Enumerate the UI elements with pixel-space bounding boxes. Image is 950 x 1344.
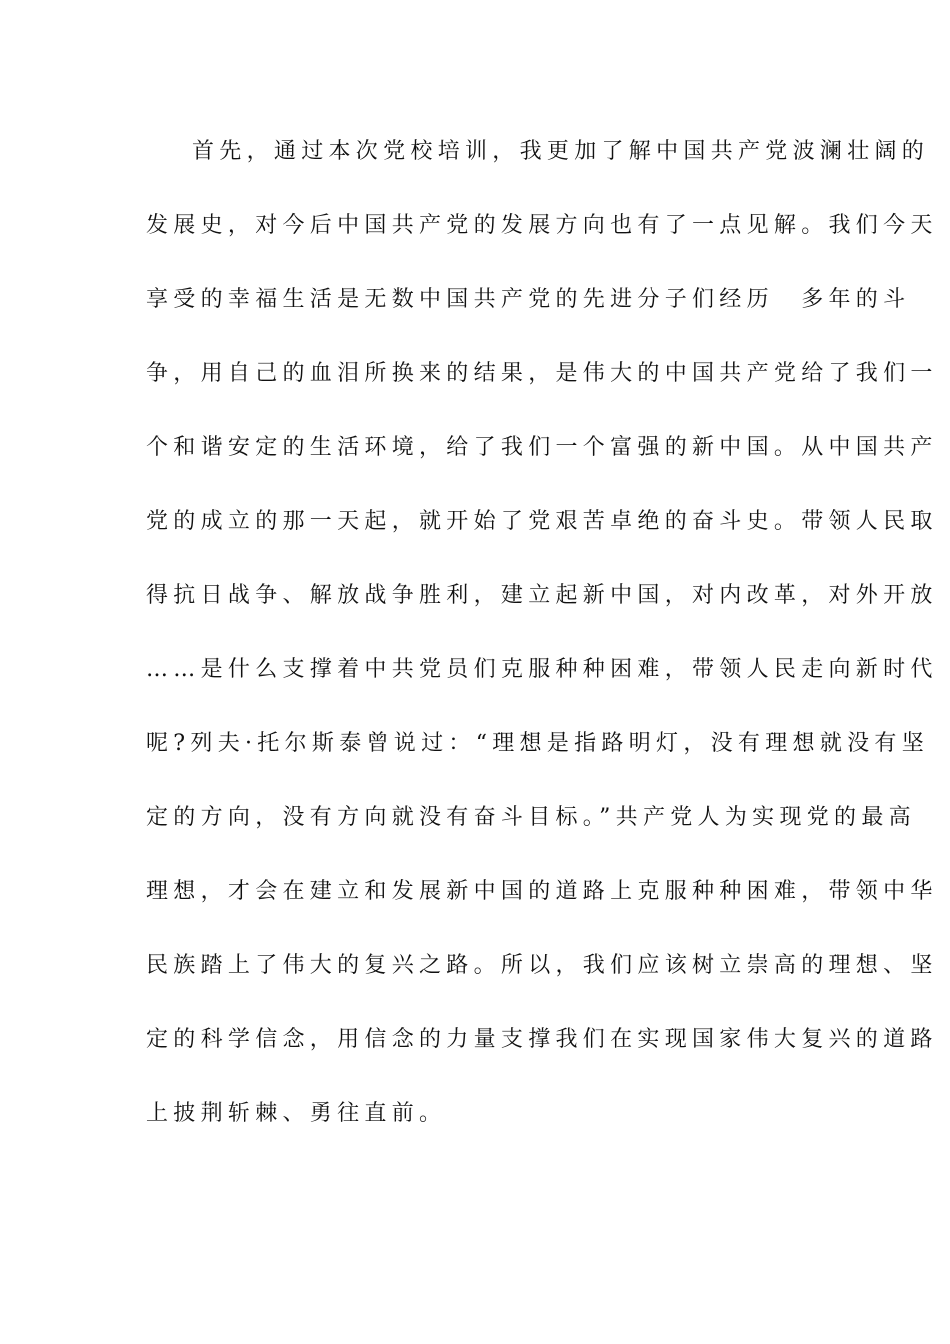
paragraph-line: ……是什么支撑着中共党员们克服种种困难，带领人民走向新时代 [146,657,938,682]
paragraph-line: 定的科学信念，用信念的力量支撑我们在实现国家伟大复兴的道路 [146,1027,938,1052]
paragraph-line: 定的方向，没有方向就没有奋斗目标。”共产党人为实现党的最高 [146,805,916,830]
paragraph-line: 得抗日战争、解放战争胜利，建立起新中国，对内改革，对外开放 [146,583,938,608]
paragraph-line: 党的成立的那一天起，就开始了党艰苦卓绝的奋斗史。带领人民取 [146,509,938,534]
paragraph-line: 首先，通过本次党校培训，我更加了解中国共产党波澜壮阔的 [192,139,930,164]
paragraph-line: 上披荆斩棘、勇往直前。 [146,1101,447,1126]
paragraph-line: 呢?列夫·托尔斯泰曾说过：“理想是指路明灯，没有理想就没有坚 [146,731,930,756]
paragraph-line: 发展史，对今后中国共产党的发展方向也有了一点见解。我们今天 [146,213,938,238]
paragraph-line: 理想，才会在建立和发展新中国的道路上克服种种困难，带领中华 [146,879,938,904]
paragraph-line: 民族踏上了伟大的复兴之路。所以，我们应该树立崇高的理想、坚 [146,953,938,978]
paragraph-line: 争，用自己的血泪所换来的结果，是伟大的中国共产党给了我们一 [146,361,938,386]
paragraph-line: 享受的幸福生活是无数中国共产党的先进分子们经历 多年的斗 [146,287,911,312]
paragraph-line: 个和谐安定的生活环境，给了我们一个富强的新中国。从中国共产 [146,435,938,460]
